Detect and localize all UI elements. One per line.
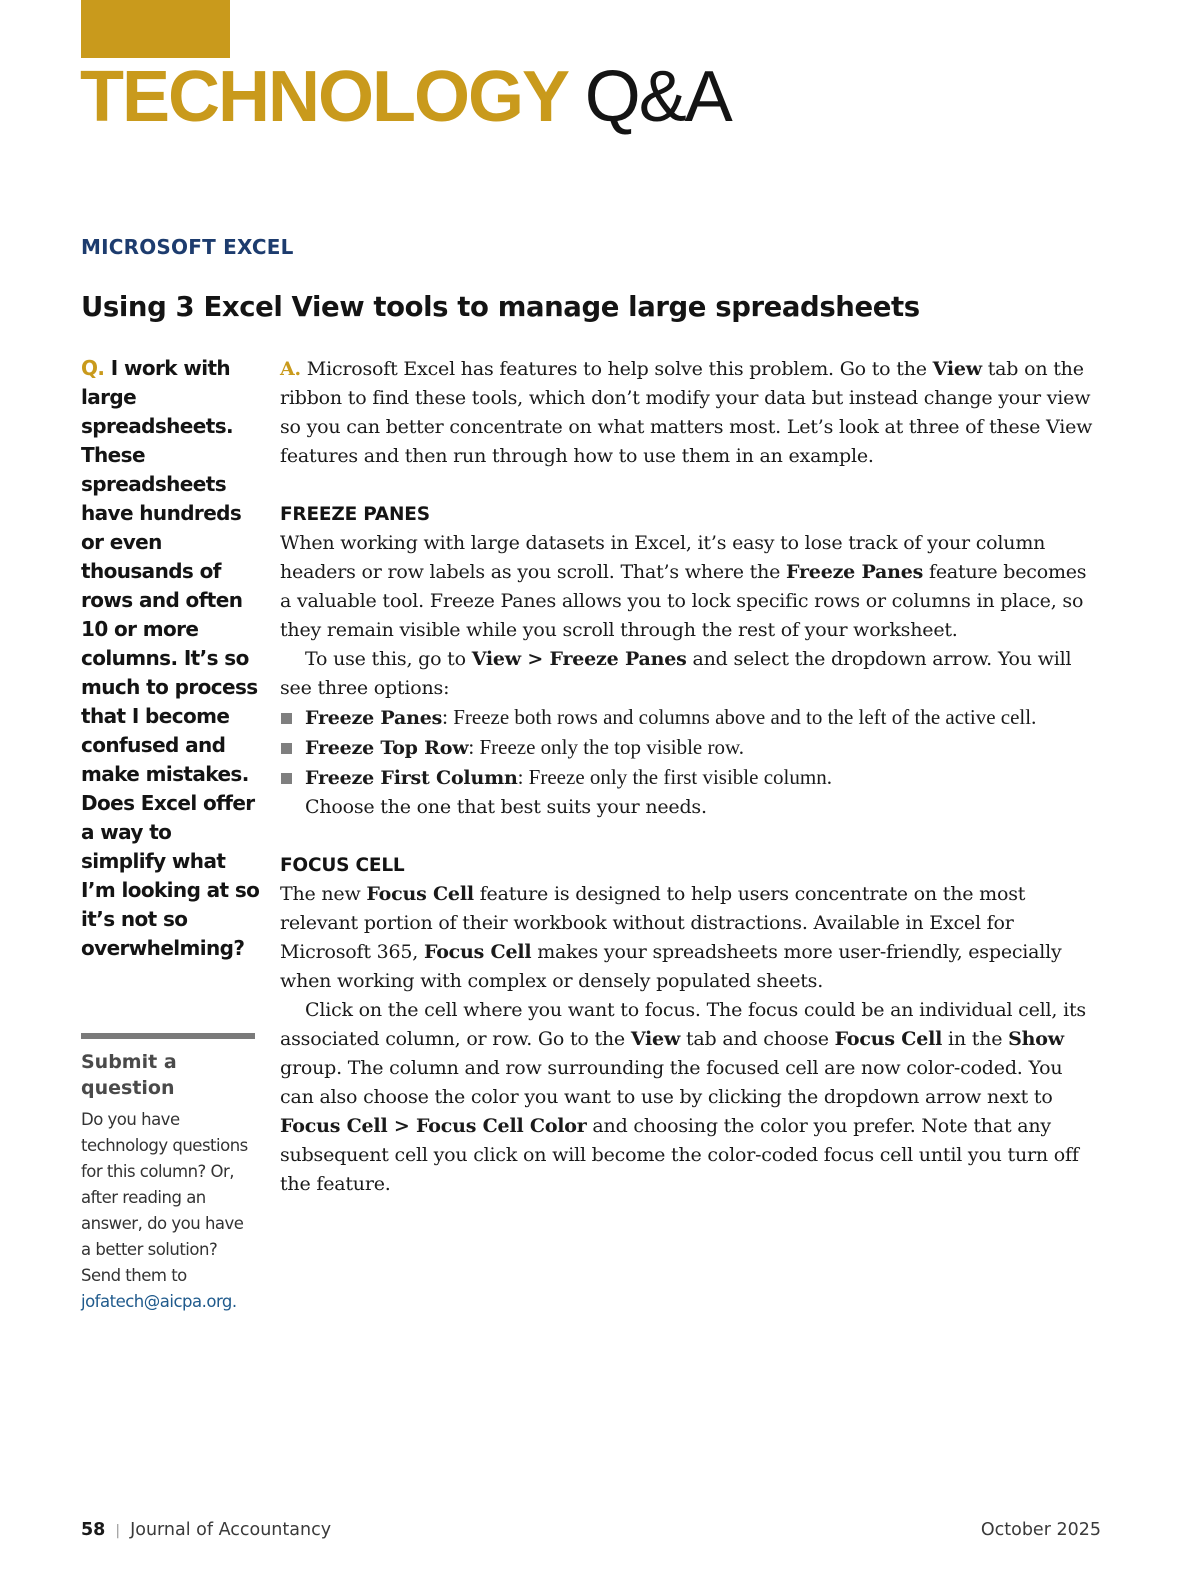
list-item [280,733,1100,763]
focus-p2-text-2: tab and choose [680,1028,835,1050]
freeze-options-list [280,703,1100,793]
freeze-p1-text-2: feature becomes a valuable tool. Freeze Panes allows you to lock specific rows or columns in place, so they remain visible while you scroll through the rest of your worksheet. [280,561,1087,641]
submit-heading: Submit a question [81,1051,177,1099]
answer-intro-bold: View [932,358,982,380]
answer-intro [280,355,1100,471]
option-desc: : Freeze both rows and columns above and to the left of the active cell. [442,705,1037,729]
freeze-p2-text-2: and select the dropdown arrow. You will see three options: [280,648,1072,699]
submit-text: Do you have technology questions for this column? Or, after reading an answer, do you have a better solution? Send them to [81,1110,248,1285]
bullet-icon [281,713,292,724]
question-marker: Q. [81,356,105,380]
focus-p2-text: Click on the cell where you want to focus. The focus could be an individual cell, its associated column, or row. Go to the [280,999,1086,1050]
focus-p1-bold: Focus Cell [366,883,474,905]
focus-p1-text: The new [280,883,367,905]
masthead-accent-bar [81,0,230,58]
focus-p2-text-5: and choosing the color you prefer. Note that any subsequent cell you click on will become the color-coded focus cell until you turn off the feature. [280,1115,1079,1195]
freeze-p2-text: To use this, go to [305,648,472,670]
answer-intro-text-2: tab on the ribbon to find these tools, which don’t modify your data but instead change your view so you can better concentrate on what matters most. Let’s look at three of these View features and then run through how to use them in an example. [280,358,1093,467]
freeze-p2-bold: View > Freeze Panes [471,648,687,670]
focus-p1-bold-2: Focus Cell [423,941,532,963]
option-term: Freeze First Column [305,767,518,789]
freeze-panes-paragraph-2 [280,645,1100,703]
submit-email-link[interactable]: jofatech@aicpa.org. [81,1292,237,1311]
page-footer [81,1517,1101,1543]
freeze-panes-heading: FREEZE PANES [280,504,430,525]
masthead-title [80,54,731,140]
page-number: 58 [81,1520,106,1540]
publication-name: Journal of Accountancy [130,1520,332,1540]
question-block [81,354,261,963]
option-term: Freeze Panes [305,707,443,729]
focus-p2-text-3: in the [942,1028,1009,1050]
answer-intro-text: Microsoft Excel has features to help solve this problem. Go to the [300,358,933,380]
answer-column [280,355,1100,1199]
focus-p2-bold: View [630,1028,681,1050]
option-term: Freeze Top Row [305,737,469,759]
focus-p1-text-3: makes your spreadsheets more user-friendly, especially when working with complex or densely populated sheets. [280,941,1062,992]
masthead-light: Q&A [584,57,731,137]
submit-text-block [81,1107,257,1315]
masthead-bold: TECHNOLOGY [80,57,567,137]
question-text: I work with large spreadsheets. These spreadsheets have hundreds or even thousands of rows and often 10 or more columns. It’s so much to process that I become confused and make mistakes. Does Excel offer a way to simplify what I’m looking at so it’s not so overwhelming? [81,356,260,960]
list-item [280,703,1100,733]
focus-cell-heading: FOCUS CELL [280,855,405,876]
footer-separator: | [115,1523,121,1539]
issue-date: October 2025 [980,1520,1101,1540]
bullet-icon [281,773,292,784]
focus-cell-paragraph-2 [280,996,1100,1199]
bullet-icon [281,743,292,754]
option-desc: : Freeze only the first visible column. [517,765,832,789]
focus-p2-bold-4: Focus Cell > Focus Cell Color [280,1115,587,1137]
freeze-panes-paragraph-1 [280,529,1100,645]
freeze-panes-closing: Choose the one that best suits your needs. [305,796,707,818]
focus-p1-text-2: feature is designed to help users concentrate on the most relevant portion of their workbook without distractions. Available in Excel for Microsoft 365, [280,883,1026,963]
freeze-p1-text: When working with large datasets in Excel, it’s easy to lose track of your column headers or row labels as you scroll. That’s where the [280,532,1046,583]
article-headline: Using 3 Excel View tools to manage large spreadsheets [81,291,920,323]
focus-cell-paragraph-1 [280,880,1100,996]
list-item [280,763,1100,793]
focus-p2-text-4: group. The column and row surrounding the focused cell are now color-coded. You can also choose the color you want to use by clicking the dropdown arrow next to [280,1057,1063,1108]
focus-p2-bold-3: Show [1008,1028,1064,1050]
sidebar-divider [81,1033,255,1039]
focus-p2-bold-2: Focus Cell [834,1028,943,1050]
option-desc: : Freeze only the top visible row. [468,735,745,759]
freeze-p1-bold: Freeze Panes [786,561,924,583]
answer-marker: A. [280,358,301,380]
section-label: MICROSOFT EXCEL [81,235,294,259]
